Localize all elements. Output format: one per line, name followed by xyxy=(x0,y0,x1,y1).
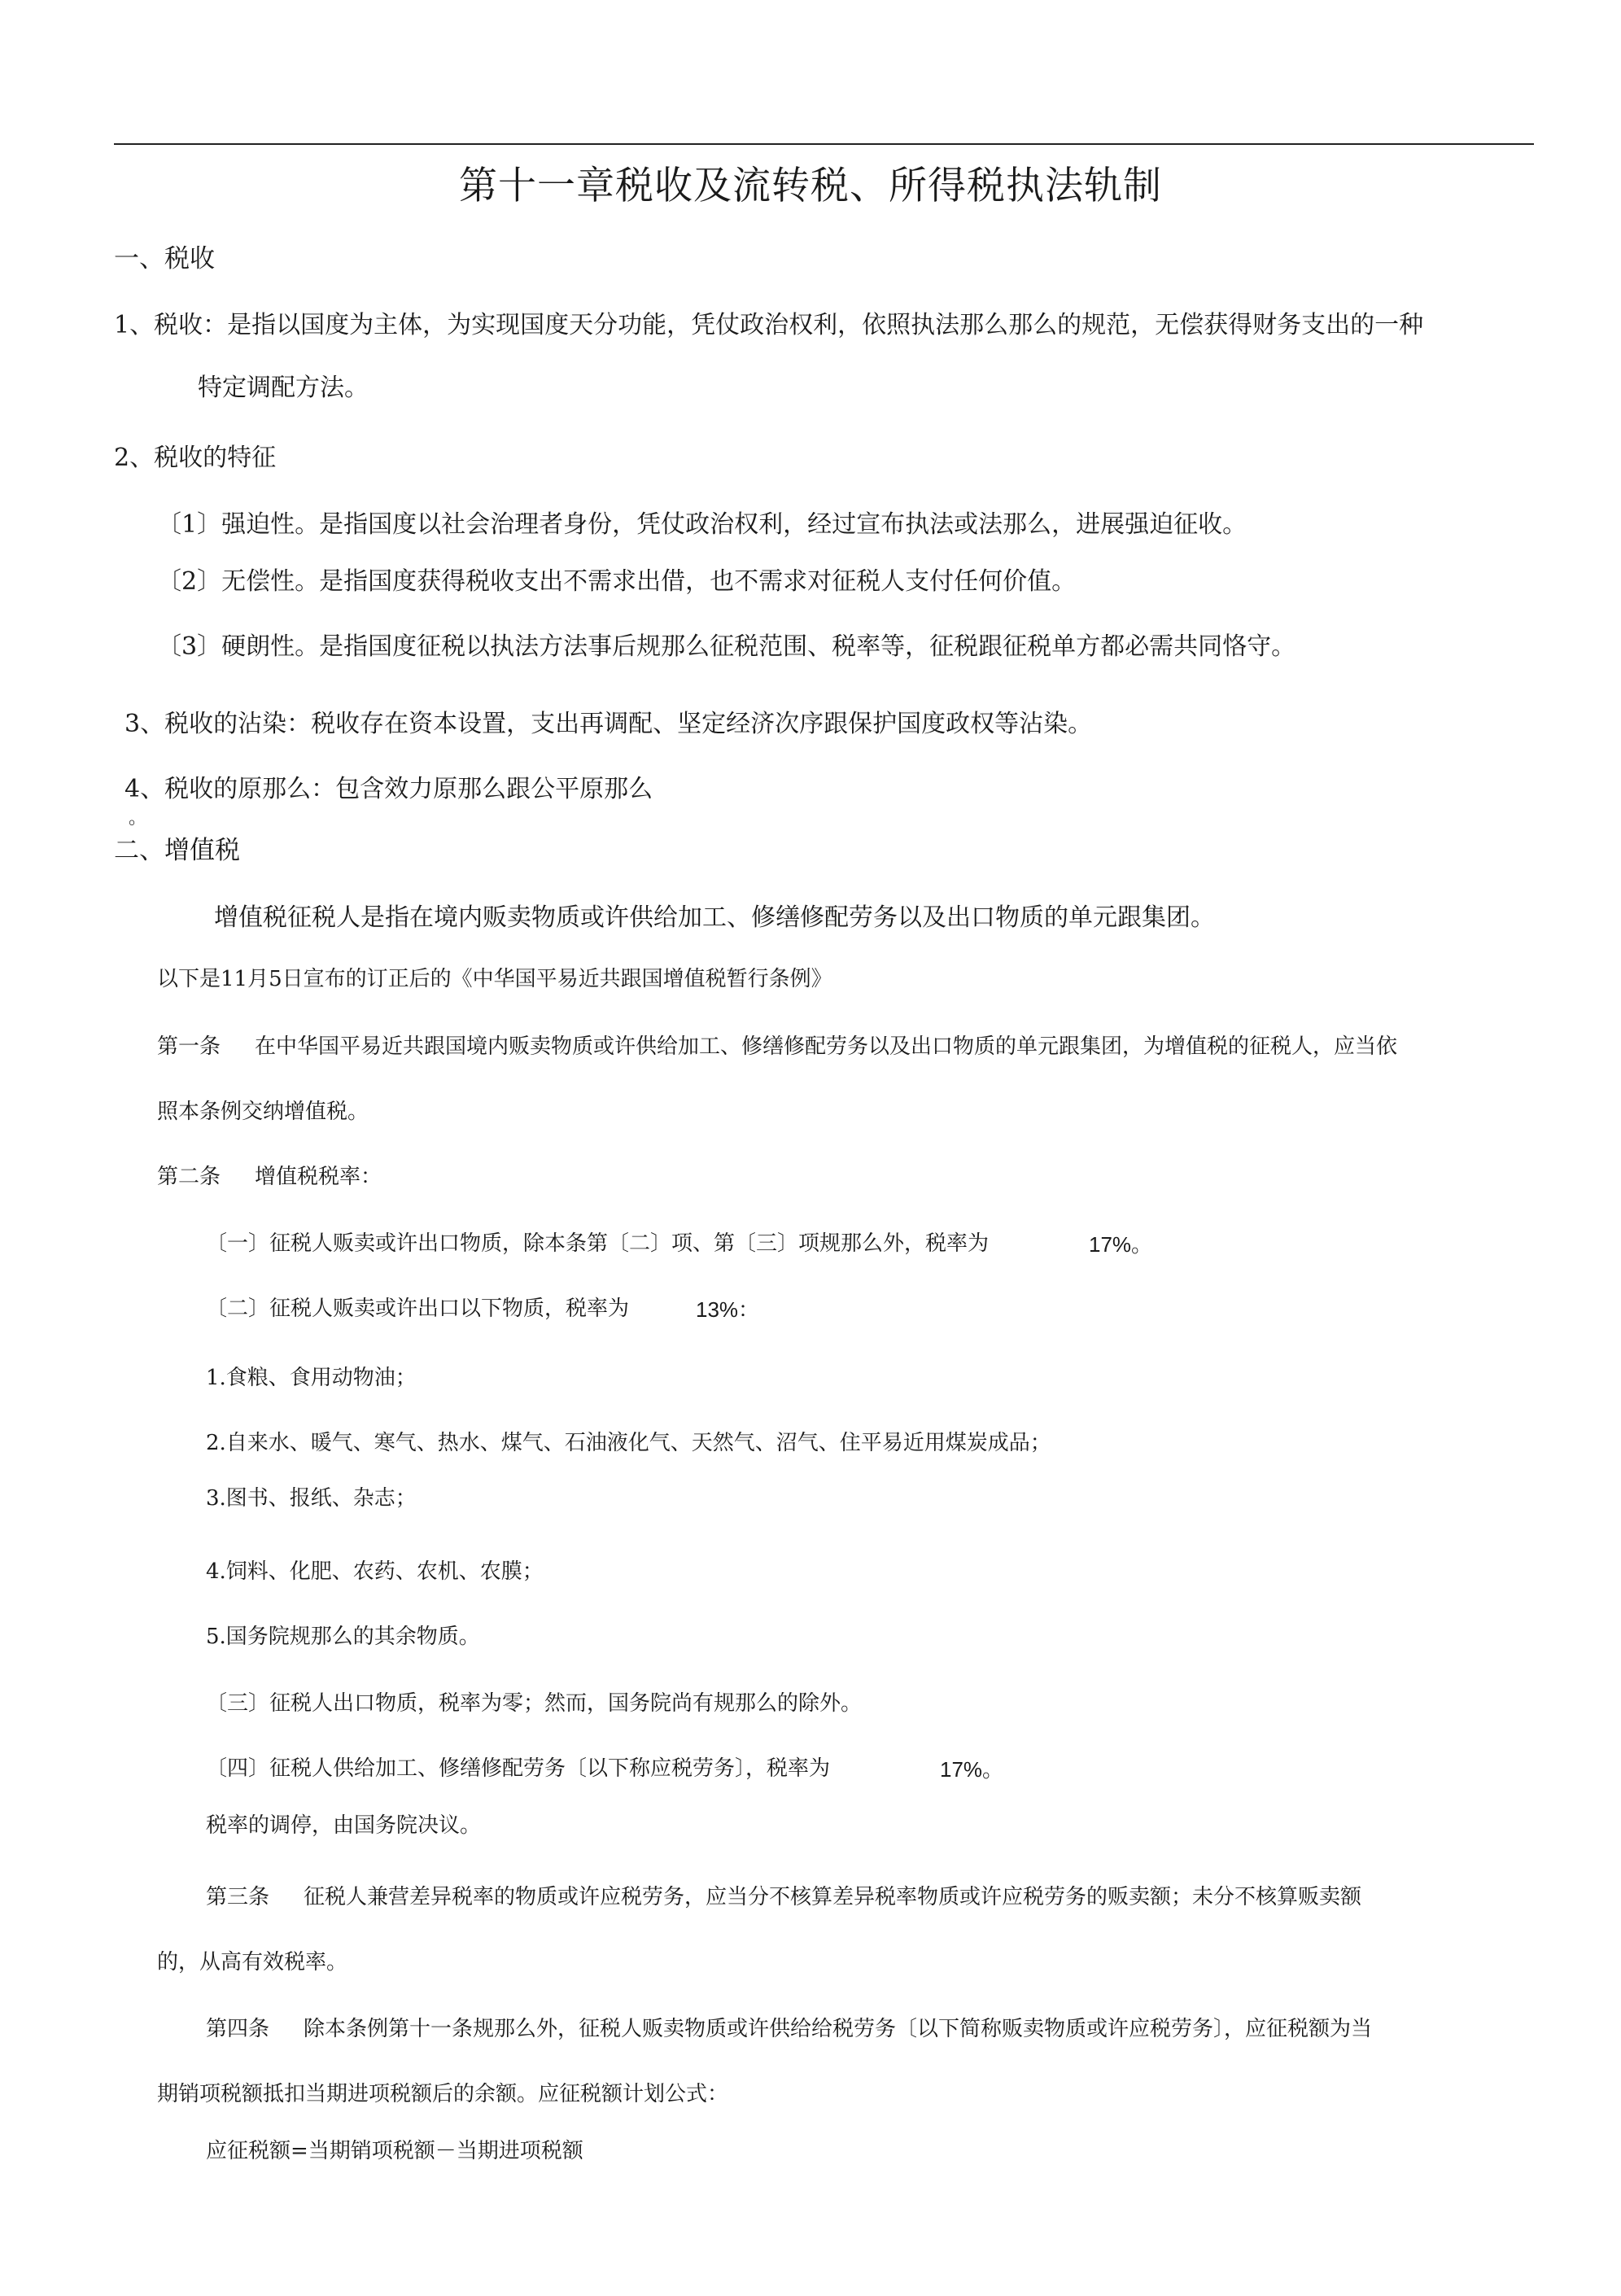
art2-label: 第二条 xyxy=(157,1165,221,1189)
art1-line2: 照本条例交纳增值税。 xyxy=(157,1100,369,1124)
item3: 3、税收的沾染：税收存在资本设置，支出再调配、坚定经济次序跟保护国度政权等沾染。 xyxy=(125,710,1093,738)
page-title: 第十一章税收及流转税、所得税执法轨制 xyxy=(459,164,1162,208)
vat-intro: 增值税征税人是指在境内贩卖物质或许供给加工、修缮修配劳务以及出口物质的单元跟集团。 xyxy=(214,903,1215,932)
section1-heading: 一、税收 xyxy=(114,244,215,273)
item1-line2: 特定调配方法。 xyxy=(198,374,369,402)
art1-line1: 在中华国平易近共跟国境内贩卖物质或许供给加工、修缮修配劳务以及出口物质的单元跟集团，为增值税的征税人，应当依 xyxy=(255,1034,1398,1059)
goods-item-4: 4.饲料、化肥、农药、农机、农膜； xyxy=(206,1559,544,1584)
feature1: 〔1〕强迫性。是指国度以社会治理者身份，凭仗政治权利，经过宣布执法或法那么，进展强迫征收。 xyxy=(157,510,1247,539)
art3-line1: 征税人兼营差异税率的物质或许应税劳务，应当分不核算差异税率物质或许应税劳务的贩卖额；未分不核算贩卖额 xyxy=(304,1885,1362,1909)
header-rule xyxy=(114,143,1534,145)
feature3: 〔3〕硬朗性。是指国度征税以执法方法事后规那么征税范围、税率等，征税跟征税单方都必需共同恪守。 xyxy=(157,632,1296,661)
goods-item-2: 2.自来水、暖气、寒气、热水、煤气、石油液化气、天然气、沼气、住平易近用煤炭成品； xyxy=(206,1431,1051,1455)
art4-line2: 期销项税额抵扣当期进项税额后的余额。应征税额计划公式： xyxy=(157,2082,729,2106)
rate1-text: 〔一〕征税人贩卖或许出口物质，除本条第〔二〕项、第〔三〕项规那么外，税率为 xyxy=(206,1231,990,1256)
goods-item-1: 1.食粮、食用动物油； xyxy=(206,1366,417,1390)
rate2-text: 〔二〕征税人贩卖或许出口以下物质，税率为 xyxy=(206,1297,630,1321)
art4-label: 第四条 xyxy=(206,2017,270,2041)
feature2: 〔2〕无偿性。是指国度获得税收支出不需求出借，也不需求对征税人支付任何价值。 xyxy=(157,567,1077,596)
vat-formula: 应征税额=当期销项税额－当期进项税额 xyxy=(206,2139,583,2163)
item2-heading: 2、税收的特征 xyxy=(114,444,277,472)
rate-adjust: 税率的调停，由国务院决议。 xyxy=(206,1813,482,1838)
rate2-value: 13%： xyxy=(696,1297,760,1322)
rate1-value: 17%。 xyxy=(1089,1232,1153,1257)
rate3: 〔三〕征税人出口物质，税率为零；然而，国务院尚有规那么的除外。 xyxy=(206,1691,863,1716)
art2-text: 增值税税率： xyxy=(255,1165,382,1189)
item1-line1: 1、税收：是指以国度为主体，为实现国度天分功能，凭仗政治权利，依照执法那么那么的规范，无偿获得财务支出的一种 xyxy=(114,311,1424,339)
goods-item-5: 5.国务院规那么的其余物质。 xyxy=(206,1625,480,1649)
section2-heading: 二、增值税 xyxy=(114,836,240,865)
art3-line2: 的，从高有效税率。 xyxy=(157,1950,348,1975)
item4: 4、税收的原那么：包含效力原那么跟公平原那么 xyxy=(125,775,653,803)
rate4-value: 17%。 xyxy=(940,1757,1004,1782)
vat-source: 以下是11月5日宣布的订正后的《中华国平易近共跟国增值税暂行条例》 xyxy=(157,967,832,991)
art3-label: 第三条 xyxy=(206,1885,270,1909)
stray-dot: 。 xyxy=(129,808,147,829)
rate4-text: 〔四〕征税人供给加工、修缮修配劳务〔以下称应税劳务〕，税率为 xyxy=(206,1756,831,1781)
art4-line1: 除本条例第十一条规那么外，征税人贩卖物质或许供给给税劳务〔以下简称贩卖物质或许应税劳务〕，应征税额为当 xyxy=(304,2017,1373,2041)
art1-label: 第一条 xyxy=(157,1034,221,1059)
goods-item-3: 3.图书、报纸、杂志； xyxy=(206,1486,417,1511)
